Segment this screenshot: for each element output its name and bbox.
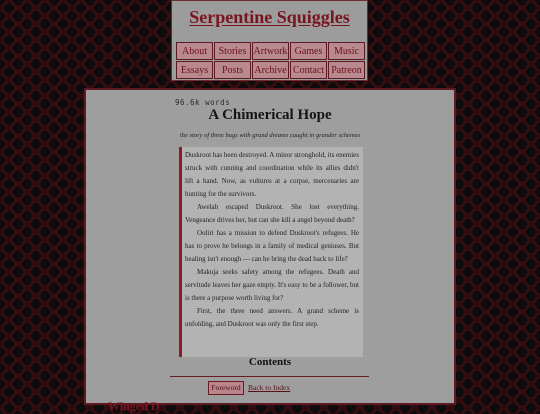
word-count: 96.6k words [175,98,231,107]
nav-music[interactable]: Music [328,42,365,60]
chapter-foreword-button[interactable]: Foreword [208,381,244,395]
story-blurb [179,147,363,357]
nav-about[interactable]: About [176,42,213,60]
blurb-paragraph: Awelah escaped Duskroot. She lost everything. Vengeance drives her, but can she kill a angel beyond death? [185,203,359,224]
blurb-paragraph: Makuja seeks safety among the refugees. Death and servitude leaves her gaze empty. It's easy to be a follower, but is there a purpose worth living for? [185,268,359,302]
nav-stories[interactable]: Stories [214,42,251,60]
nav-posts[interactable]: Posts [214,61,251,79]
nav-archive[interactable]: Archive [252,61,289,79]
main-nav [176,42,365,80]
section-heading: Winged D [108,399,160,413]
story-tagline: the story of three bugs with grand dreams caught in grander schemes [179,132,361,139]
blurb-paragraph: First, the three need answers. A grand scheme is unfolding, and Duskroot was only the first step. [185,307,359,328]
blurb-paragraph: Duskroot has been destroyed. A minor stronghold, its enemies struck with cunning and coordination while its allies didn't lift a hand. Now, as vultures at a corpse, mercenaries are hunting for the survivors. [185,151,359,198]
site-title[interactable]: Serpentine Squiggles [189,7,350,27]
nav-contact[interactable]: Contact [290,61,327,79]
contents-heading: Contents [248,356,292,368]
story-title: A Chimerical Hope [208,107,332,123]
nav-games[interactable]: Games [290,42,327,60]
blurb-paragraph: Ooliri has a mission to defend Duskroot's refugees. He has to prove he belongs in a family of medical geniuses. But healing isn't enough — can he bring the dead back to life? [185,229,359,263]
nav-artwork[interactable]: Artwork [252,42,289,60]
site-header [171,0,368,81]
story-panel [84,88,456,413]
nav-patreon[interactable]: Patreon [328,61,365,79]
contents-divider [170,376,369,377]
nav-essays[interactable]: Essays [176,61,213,79]
back-to-index-link[interactable]: Back to Index [248,383,291,392]
